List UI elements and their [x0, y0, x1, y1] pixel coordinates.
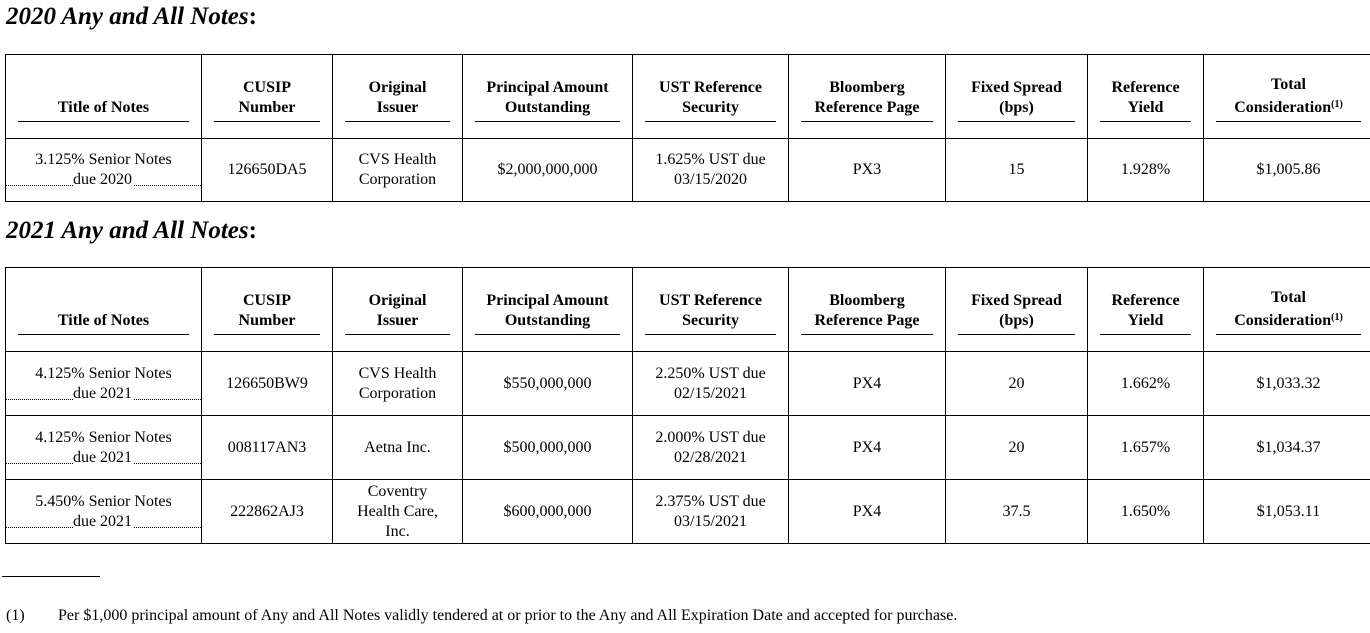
principal-cell-value: $550,000,000 [503, 374, 592, 392]
column-header [789, 268, 946, 352]
column-header-label [645, 78, 776, 122]
reference-yield-cell-value: 1.657% [1120, 438, 1171, 456]
principal-cell-value: $500,000,000 [503, 438, 592, 456]
column-header-label [1100, 78, 1191, 122]
column-header-line: Reference [1111, 79, 1180, 96]
issuer-cell-line: Corporation [358, 171, 437, 188]
notes-table-2021 [5, 267, 1370, 544]
column-header-line: UST Reference [659, 292, 762, 309]
title-of-notes-cell [6, 480, 202, 544]
fixed-spread-cell [946, 352, 1088, 416]
issuer-cell [333, 416, 463, 480]
ust-reference-cell [633, 352, 789, 416]
notes-table-2020 [5, 54, 1370, 202]
reference-yield-cell [1088, 139, 1204, 202]
bloomberg-cell [789, 416, 946, 480]
column-header [6, 268, 202, 352]
cusip-cell [202, 480, 333, 544]
bloomberg-cell-value: PX3 [852, 161, 882, 178]
issuer-cell-line: Corporation [358, 384, 437, 402]
column-header-line: Total [1271, 76, 1306, 93]
column-header [789, 55, 946, 139]
title-line: 5.450% Senior Notes [35, 492, 172, 510]
title-line: 4.125% Senior Notes [35, 364, 172, 382]
cusip-cell-value: 008117AN3 [227, 438, 307, 456]
column-header-line: CUSIP [242, 79, 291, 96]
reference-yield-cell-value: 1.662% [1120, 374, 1171, 392]
reference-yield-cell [1088, 352, 1204, 416]
total-consideration-cell [1204, 139, 1370, 202]
total-consideration-cell [1204, 352, 1370, 416]
issuer-cell-line: Health Care, [357, 502, 438, 520]
issuer-cell-line: Coventry [367, 482, 428, 500]
column-header-line: Bloomberg [829, 79, 905, 96]
column-header [202, 268, 333, 352]
title-line: due 2020 [72, 171, 133, 188]
header-row [6, 268, 1370, 352]
column-header-line: Bloomberg [829, 292, 905, 309]
column-header-line: Principal Amount [486, 292, 609, 309]
column-header-label [1100, 291, 1191, 335]
footnote-number: (1) [6, 607, 25, 624]
column-header [1204, 55, 1370, 139]
principal-cell [463, 139, 633, 202]
ust-reference-cell-line: 02/28/2021 [674, 448, 747, 466]
column-header-line: Issuer [376, 99, 419, 116]
fixed-spread-cell-value: 20 [1008, 438, 1025, 456]
column-header-line: Consideration [1234, 312, 1332, 329]
section-title-2021 [6, 217, 257, 245]
issuer-cell-line: CVS Health [358, 364, 437, 382]
ust-reference-cell [633, 480, 789, 544]
column-header-label [1216, 288, 1361, 335]
reference-yield-cell-value: 1.928% [1120, 161, 1171, 178]
title-of-notes-cell [6, 416, 202, 480]
column-header-line: Fixed Spread [971, 292, 1062, 309]
column-header-label [958, 291, 1075, 335]
section-title-text: 2021 Any and All Notes [6, 217, 249, 244]
title-line: due 2021 [72, 384, 133, 402]
column-header-line: (bps) [999, 312, 1034, 329]
column-header-label [645, 291, 776, 335]
column-header-line: CUSIP [242, 292, 291, 309]
ust-reference-cell [633, 139, 789, 202]
title-of-notes-cell [6, 139, 202, 202]
column-header-line: Consideration [1234, 99, 1332, 116]
column-header-label [214, 291, 320, 335]
cusip-cell-value: 126650DA5 [227, 161, 307, 178]
title-line: 3.125% Senior Notes [35, 151, 172, 168]
column-header-line: Title of Notes [57, 312, 150, 329]
ust-reference-cell-line: 03/15/2020 [674, 171, 747, 188]
total-consideration-cell [1204, 480, 1370, 544]
total-consideration-cell-value: $1,033.32 [1256, 374, 1321, 392]
ust-reference-cell-line: 2.375% UST due [655, 492, 766, 510]
title-line: due 2021 [72, 448, 133, 466]
section-title-2020 [6, 3, 257, 31]
column-header [1088, 268, 1204, 352]
column-header-label [18, 98, 189, 122]
cusip-cell-value: 126650BW9 [226, 374, 308, 392]
bloomberg-cell [789, 139, 946, 202]
total-consideration-cell-value: $1,005.86 [1256, 161, 1321, 178]
column-header-line: UST Reference [659, 79, 762, 96]
ust-reference-cell-line: 02/15/2021 [674, 384, 747, 402]
ust-reference-cell-line: 2.250% UST due [655, 364, 766, 382]
column-header [202, 55, 333, 139]
total-consideration-cell-value: $1,034.37 [1256, 438, 1321, 456]
issuer-cell-line: CVS Health [358, 151, 437, 168]
table-row [6, 480, 1370, 544]
footnote-text: Per $1,000 principal amount of Any and All Notes validly tendered at or prior to the Any and All Expiration Date and accepted for purchase. [58, 607, 958, 624]
footnote-divider [2, 576, 100, 577]
column-header-line: Fixed Spread [971, 79, 1062, 96]
column-header-label [18, 311, 189, 335]
reference-yield-cell [1088, 480, 1204, 544]
header-row [6, 55, 1370, 139]
issuer-cell [333, 139, 463, 202]
title-leader [6, 448, 201, 468]
fixed-spread-cell [946, 139, 1088, 202]
section-title-text: 2020 Any and All Notes [6, 3, 249, 30]
ust-reference-cell [633, 416, 789, 480]
fixed-spread-cell-value: 20 [1008, 374, 1025, 392]
column-header-label [801, 78, 933, 122]
title-leader [6, 512, 201, 532]
ust-reference-cell-line: 1.625% UST due [655, 151, 766, 168]
column-header-line: Total [1271, 289, 1306, 306]
column-header-line: Security [682, 312, 739, 329]
cusip-cell [202, 352, 333, 416]
column-header-label [475, 291, 620, 335]
bloomberg-cell [789, 480, 946, 544]
ust-reference-cell-line: 2.000% UST due [655, 428, 766, 446]
column-header-line: Outstanding [504, 312, 591, 329]
issuer-cell [333, 480, 463, 544]
footnote-marker: (1) [1331, 312, 1343, 323]
cusip-cell-value: 222862AJ3 [230, 502, 304, 520]
reference-yield-cell-value: 1.650% [1120, 502, 1171, 520]
issuer-cell-line: Aetna Inc. [364, 438, 431, 456]
principal-cell [463, 480, 633, 544]
reference-yield-cell [1088, 416, 1204, 480]
column-header [333, 55, 463, 139]
column-header-line: Reference Page [814, 312, 920, 329]
column-header [946, 268, 1088, 352]
title-of-notes-cell [6, 352, 202, 416]
column-header-label [801, 291, 933, 335]
table-row [6, 352, 1370, 416]
column-header-line: Yield [1127, 99, 1164, 116]
fixed-spread-cell [946, 480, 1088, 544]
principal-cell-value: $600,000,000 [503, 502, 592, 520]
fixed-spread-cell-value: 37.5 [1002, 502, 1031, 520]
column-header [946, 55, 1088, 139]
column-header-label [958, 78, 1075, 122]
total-consideration-cell [1204, 416, 1370, 480]
bloomberg-cell [789, 352, 946, 416]
column-header-label [345, 291, 450, 335]
bloomberg-cell-value: PX4 [852, 438, 882, 456]
principal-cell [463, 352, 633, 416]
column-header-line: Reference [1111, 292, 1180, 309]
principal-cell-value: $2,000,000,000 [497, 161, 598, 178]
column-header [6, 55, 202, 139]
column-header [463, 55, 633, 139]
column-header-label [214, 78, 320, 122]
column-header-line: Outstanding [504, 99, 591, 116]
section-title-colon: : [248, 3, 257, 30]
column-header-line: (bps) [999, 99, 1034, 116]
column-header [633, 268, 789, 352]
cusip-cell [202, 416, 333, 480]
cusip-cell [202, 139, 333, 202]
title-leader [6, 384, 201, 404]
ust-reference-cell-line: 03/15/2021 [674, 512, 747, 530]
fixed-spread-cell [946, 416, 1088, 480]
fixed-spread-cell-value: 15 [1008, 161, 1025, 178]
footnote [6, 607, 957, 625]
title-leader [6, 170, 201, 190]
table-row [6, 139, 1370, 202]
issuer-cell-line: Inc. [385, 522, 410, 540]
column-header [1088, 55, 1204, 139]
table-row [6, 416, 1370, 480]
column-header-line: Reference Page [814, 99, 920, 116]
column-header-line: Original [368, 292, 427, 309]
column-header-line: Original [368, 79, 427, 96]
title-line: due 2021 [72, 512, 133, 530]
column-header-line: Number [238, 312, 296, 329]
principal-cell [463, 416, 633, 480]
column-header-label [475, 78, 620, 122]
column-header-label [345, 78, 450, 122]
column-header-line: Security [682, 99, 739, 116]
column-header-label [1216, 75, 1361, 122]
section-title-colon: : [248, 217, 257, 244]
column-header-line: Title of Notes [57, 99, 150, 116]
column-header-line: Number [238, 99, 296, 116]
footnote-marker: (1) [1331, 99, 1343, 110]
column-header-line: Yield [1127, 312, 1164, 329]
bloomberg-cell-value: PX4 [852, 374, 882, 392]
title-line: 4.125% Senior Notes [35, 428, 172, 446]
column-header-line: Issuer [376, 312, 419, 329]
issuer-cell [333, 352, 463, 416]
total-consideration-cell-value: $1,053.11 [1256, 502, 1321, 520]
column-header [463, 268, 633, 352]
bloomberg-cell-value: PX4 [852, 502, 882, 520]
column-header [633, 55, 789, 139]
column-header [333, 268, 463, 352]
column-header-line: Principal Amount [486, 79, 609, 96]
column-header [1204, 268, 1370, 352]
